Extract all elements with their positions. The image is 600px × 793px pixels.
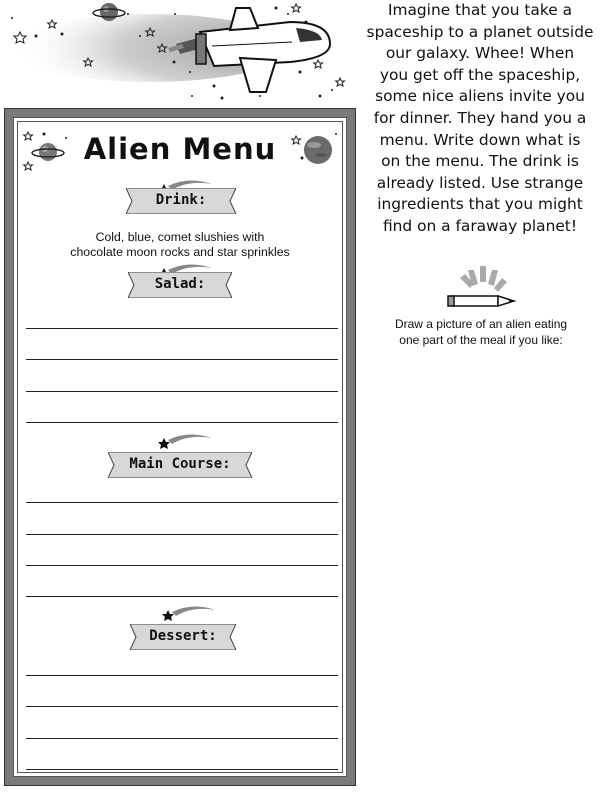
salad-write-line[interactable] — [26, 422, 338, 423]
intro-line: spaceship to a planet outside — [366, 22, 594, 41]
intro-line: menu. Write down what is — [379, 130, 581, 149]
draw-instructions-line: one part of the meal if you like: — [399, 333, 563, 347]
intro-line: find on a faraway planet! — [382, 216, 578, 235]
intro-line: some nice aliens invite you — [375, 87, 585, 106]
alien-menu-card — [4, 108, 356, 786]
main-course-label: Main Course: — [129, 456, 231, 472]
intro-line: you get off the spaceship, — [379, 65, 581, 84]
drink-banner — [126, 188, 236, 214]
salad-write-line[interactable] — [26, 359, 338, 360]
main-course-write-line[interactable] — [26, 565, 338, 566]
salad-write-line[interactable] — [26, 328, 338, 329]
dessert-write-line[interactable] — [26, 706, 338, 707]
intro-line: ingredients that you might — [377, 195, 583, 214]
space-header-art — [0, 0, 360, 108]
intro-line: our galaxy. Whee! When — [385, 44, 575, 63]
draw-instructions-line: Draw a picture of an alien eating — [394, 317, 568, 331]
dessert-write-line[interactable] — [26, 675, 338, 676]
pencil-icon — [444, 266, 520, 314]
main-course-write-line[interactable] — [26, 596, 338, 597]
draw-instructions — [366, 316, 596, 348]
intro-line: on the menu. The drink is — [381, 152, 579, 171]
dessert-label: Dessert: — [149, 628, 217, 644]
salad-label: Salad: — [154, 276, 206, 292]
drink-description-line: chocolate moon rocks and star sprinkles — [70, 245, 290, 259]
main-course-banner — [108, 452, 252, 478]
intro-line: for dinner. They hand you a — [373, 108, 587, 127]
intro-line: Imagine that you take a — [387, 1, 573, 19]
main-course-write-line[interactable] — [26, 534, 338, 535]
dessert-banner — [130, 624, 236, 650]
salad-banner — [128, 272, 232, 298]
intro-line: already listed. Use strange — [376, 173, 584, 192]
menu-title: Alien Menu — [83, 132, 277, 166]
menu-paper — [13, 117, 347, 777]
dessert-write-line[interactable] — [26, 769, 338, 770]
main-course-write-line[interactable] — [26, 502, 338, 503]
drink-label: Drink: — [155, 192, 207, 208]
dessert-write-line[interactable] — [26, 738, 338, 739]
drink-description-line: Cold, blue, comet slushies with — [95, 230, 265, 244]
intro-text — [362, 0, 598, 238]
drink-description — [34, 230, 326, 260]
salad-write-line[interactable] — [26, 391, 338, 392]
